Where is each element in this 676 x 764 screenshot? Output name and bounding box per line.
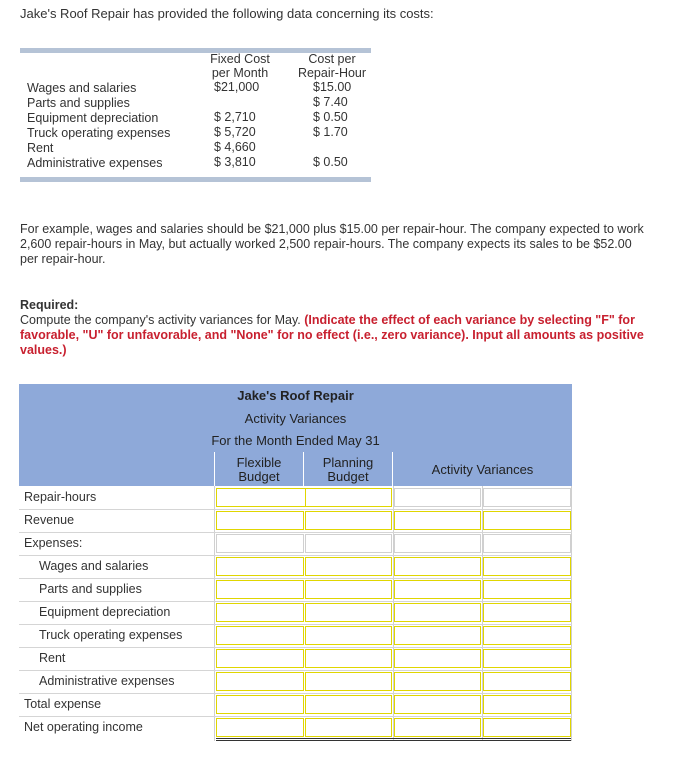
rent-variance-input[interactable] — [394, 649, 481, 668]
revenue-effect-select[interactable] — [483, 511, 571, 530]
admin-flexible-input[interactable] — [216, 672, 304, 691]
fixed-cost-header — [196, 52, 284, 80]
cost-per-hour-header — [292, 52, 372, 80]
row-divider — [19, 624, 572, 625]
equipment-effect-select[interactable] — [483, 603, 571, 622]
noi-flexible-input[interactable] — [216, 718, 304, 737]
label-column-header — [19, 452, 214, 486]
required-text: Compute the company's activity variances for May. — [20, 313, 301, 327]
row-divider — [19, 532, 572, 533]
noi-effect-select[interactable] — [483, 718, 571, 737]
rent-effect-select[interactable] — [483, 649, 571, 668]
parts-planning-input[interactable] — [305, 580, 392, 599]
intro-text: Jake's Roof Repair has provided the following data concerning its costs: — [20, 6, 434, 21]
expenses-planning-cell — [305, 534, 392, 553]
parts-variance-input[interactable] — [394, 580, 481, 599]
noi-variance-input[interactable] — [394, 718, 481, 737]
equipment-variance-input[interactable] — [394, 603, 481, 622]
repair-hours-variance-cell — [394, 488, 481, 507]
rent-planning-input[interactable] — [305, 649, 392, 668]
row-divider — [19, 670, 572, 671]
cost-row-fixed: $ 2,710 — [214, 110, 256, 124]
total-expense-effect-select[interactable] — [483, 695, 571, 714]
planning-line2: Budget — [327, 469, 369, 484]
cost-per-hour-header-line1: Cost per — [308, 52, 356, 66]
wages-effect-select[interactable] — [483, 557, 571, 576]
row-label-equipment: Equipment depreciation — [39, 605, 171, 619]
repair-hours-effect-cell — [483, 488, 571, 507]
cost-row-label: Equipment depreciation — [27, 111, 159, 125]
row-divider — [19, 716, 572, 717]
revenue-flexible-input[interactable] — [216, 511, 304, 530]
row-divider — [19, 647, 572, 648]
row-label-rent: Rent — [39, 651, 66, 665]
wages-var-value: $15.00 — [313, 80, 352, 94]
noi-double-underline — [216, 738, 571, 741]
row-divider — [19, 578, 572, 579]
row-label-total-expense: Total expense — [24, 697, 102, 711]
truck-variance-input[interactable] — [394, 626, 481, 645]
cost-row-var: $ 1.70 — [313, 125, 348, 139]
row-divider — [19, 509, 572, 510]
table-bottom-border — [20, 177, 371, 182]
activity-variances-label: Activity Variances — [431, 462, 534, 477]
cost-row-label: Parts and supplies — [27, 96, 130, 110]
column-separator — [214, 486, 215, 741]
admin-effect-select[interactable] — [483, 672, 571, 691]
cost-row-var: $ 7.40 — [313, 95, 348, 109]
rent-flexible-input[interactable] — [216, 649, 304, 668]
required-title: Required: — [20, 298, 79, 312]
row-label-expenses: Expenses: — [24, 536, 83, 550]
wages-fixed-value: $21,000 — [214, 80, 260, 94]
row-label-administrative: Administrative expenses — [39, 674, 175, 688]
required-body — [20, 313, 650, 358]
planning-budget-label — [304, 456, 392, 484]
row-label-repair-hours: Repair-hours — [24, 490, 97, 504]
example-paragraph: For example, wages and salaries should be $21,000 plus $15.00 per repair-hour. The company expected to work 2,600 repair-hours in May, but actually worked 2,500 repair-hours. The company expects its sales to be $52.00 per repair-hour. — [20, 222, 644, 266]
fixed-cost-header-line2: per Month — [211, 66, 269, 80]
row-label-net-operating-income: Net operating income — [24, 720, 143, 734]
truck-effect-select[interactable] — [483, 626, 571, 645]
planning-line1: Planning — [322, 455, 374, 470]
wages-planning-input[interactable] — [305, 557, 392, 576]
cost-row-fixed: $ 5,720 — [214, 125, 256, 139]
expenses-effect-cell — [483, 534, 571, 553]
equipment-planning-input[interactable] — [305, 603, 392, 622]
parts-effect-select[interactable] — [483, 580, 571, 599]
flexible-line2: Budget — [238, 469, 280, 484]
table-subtitle: Activity Variances — [244, 411, 347, 426]
flexible-line1: Flexible — [236, 455, 282, 470]
fixed-cost-header-line1: Fixed Cost — [210, 52, 270, 66]
revenue-variance-input[interactable] — [394, 511, 481, 530]
cost-row-fixed: $ 3,810 — [214, 155, 256, 169]
cost-row-var: $ 0.50 — [313, 110, 348, 124]
total-expense-flexible-input[interactable] — [216, 695, 304, 714]
flexible-budget-label — [215, 456, 303, 484]
expenses-flexible-cell — [216, 534, 304, 553]
wages-flexible-input[interactable] — [216, 557, 304, 576]
wages-variance-input[interactable] — [394, 557, 481, 576]
cost-row-fixed: $ 4,660 — [214, 140, 256, 154]
truck-planning-input[interactable] — [305, 626, 392, 645]
cost-row-label: Wages and salaries — [27, 81, 137, 95]
row-label-wages: Wages and salaries — [39, 559, 149, 573]
admin-variance-input[interactable] — [394, 672, 481, 691]
cost-row-label: Truck operating expenses — [27, 126, 171, 140]
row-label-revenue: Revenue — [24, 513, 75, 527]
row-label-parts: Parts and supplies — [39, 582, 142, 596]
row-divider — [19, 693, 572, 694]
cost-per-hour-header-line2: Repair-Hour — [297, 66, 367, 80]
table-period: For the Month Ended May 31 — [211, 433, 380, 448]
activity-variance-table — [19, 384, 572, 742]
total-expense-variance-input[interactable] — [394, 695, 481, 714]
row-divider — [19, 601, 572, 602]
truck-flexible-input[interactable] — [216, 626, 304, 645]
total-expense-planning-input[interactable] — [305, 695, 392, 714]
column-separator — [571, 486, 572, 741]
repair-hours-planning-input[interactable] — [305, 488, 392, 507]
cost-row-label: Administrative expenses — [27, 156, 163, 170]
required-instruction: (Indicate the effect of each variance by selecting "F" for favorable, "U" for unfavorable, and "None" for no effect (i.e., zero variance). Input all amounts as positive values.) — [20, 313, 644, 357]
equipment-flexible-input[interactable] — [216, 603, 304, 622]
cost-data-table — [20, 48, 371, 184]
noi-planning-input[interactable] — [305, 718, 392, 737]
table-title: Jake's Roof Repair — [237, 388, 354, 403]
expenses-variance-cell — [394, 534, 481, 553]
row-divider — [19, 555, 572, 556]
row-label-truck: Truck operating expenses — [39, 628, 183, 642]
cost-row-var: $ 0.50 — [313, 155, 348, 169]
admin-planning-input[interactable] — [305, 672, 392, 691]
cost-row-label: Rent — [27, 141, 54, 155]
parts-flexible-input[interactable] — [216, 580, 304, 599]
revenue-planning-input[interactable] — [305, 511, 392, 530]
